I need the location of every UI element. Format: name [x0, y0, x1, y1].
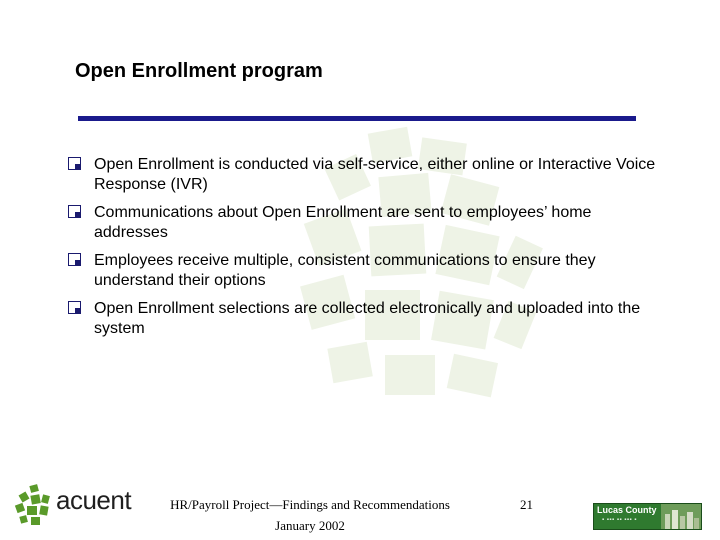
county-name: Lucas County — [597, 505, 657, 515]
skyline-icon — [661, 504, 701, 529]
checkbox-bullet-icon — [68, 253, 81, 266]
footer-title: HR/Payroll Project—Findings and Recommendations — [170, 497, 450, 512]
list-item — [68, 155, 668, 195]
slide-title: Open Enrollment program — [75, 60, 323, 82]
list-item — [68, 203, 668, 243]
checkbox-bullet-icon — [68, 157, 81, 170]
list-item — [68, 251, 668, 291]
bullet-text: Open Enrollment is conducted via self-service, either online or Interactive Voice Response (IVR) — [94, 156, 656, 193]
county-tagline-mark: ▪ ▪▪▪ ▪▪ ▪▪▪ ▪ — [602, 517, 637, 523]
title-divider — [78, 116, 636, 121]
page-number: 21 — [520, 497, 533, 512]
list-item — [68, 299, 668, 339]
county-logo — [593, 503, 702, 530]
bullet-text: Employees receive multiple, consistent communications to ensure they understand their options — [94, 252, 596, 289]
logo-text: acuent — [56, 485, 132, 515]
leaf-grid-icon — [12, 483, 54, 528]
footer — [150, 494, 470, 536]
footer-date: January 2002 — [275, 518, 345, 533]
checkbox-bullet-icon — [68, 205, 81, 218]
checkbox-bullet-icon — [68, 301, 81, 314]
acuent-logo — [12, 483, 132, 528]
bullet-text: Communications about Open Enrollment are sent to employees’ home addresses — [94, 204, 592, 241]
bullet-list — [68, 155, 668, 347]
bullet-text: Open Enrollment selections are collected electronically and uploaded into the system — [94, 300, 641, 337]
